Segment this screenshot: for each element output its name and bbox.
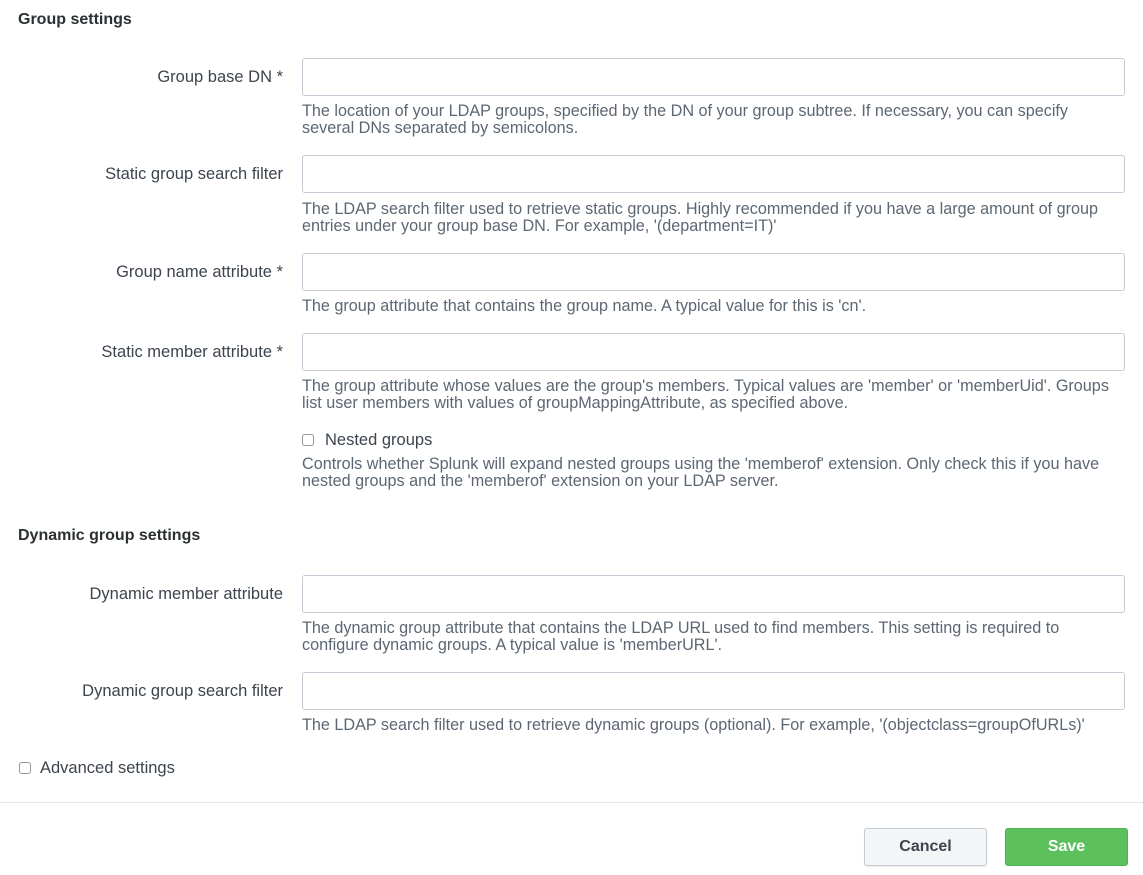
nested-groups-checkbox[interactable] (302, 434, 314, 446)
group-base-dn-input[interactable] (302, 58, 1125, 96)
group-base-dn-help: The location of your LDAP groups, specified by the DN of your group subtree. If necessary, you can specify several DNs separated by semicolons. (302, 102, 1069, 137)
group-name-attribute-help: The group attribute that contains the group name. A typical value for this is 'cn'. (302, 297, 867, 315)
save-button[interactable]: Save (1005, 828, 1128, 866)
static-member-attribute-label: Static member attribute * (101, 343, 283, 361)
static-member-attribute-input[interactable] (302, 333, 1125, 371)
cancel-button[interactable]: Cancel (864, 828, 987, 866)
advanced-settings-checkbox[interactable] (19, 762, 31, 774)
static-group-search-filter-help: The LDAP search filter used to retrieve static groups. Highly recommended if you have a large amount of group entries under your group base DN. For example, '(department=IT)' (302, 200, 1099, 235)
static-group-search-filter-input[interactable] (302, 155, 1125, 193)
dynamic-member-attribute-help: The dynamic group attribute that contains the LDAP URL used to find members. This setting is required to configure dynamic groups. A typical value is 'memberURL'. (302, 619, 1060, 654)
nested-groups-label: Nested groups (325, 431, 433, 449)
nested-groups-help: Controls whether Splunk will expand nested groups using the 'memberof' extension. Only check this if you have nested groups and the 'memberof' extension on your LDAP server. (302, 455, 1100, 490)
dynamic-group-search-filter-help: The LDAP search filter used to retrieve dynamic groups (optional). For example, '(objectclass=groupOfURLs)' (302, 716, 1085, 734)
dynamic-member-attribute-label: Dynamic member attribute (89, 585, 283, 603)
nested-groups-option[interactable] (302, 430, 432, 450)
static-member-attribute-help: The group attribute whose values are the group's members. Typical values are 'member' or 'memberUid'. Groups list user members with values of groupMappingAttribute, as specified above. (302, 377, 1109, 412)
advanced-settings-label: Advanced settings (40, 759, 175, 777)
group-settings-heading: Group settings (18, 11, 132, 28)
static-group-search-filter-label: Static group search filter (105, 165, 283, 183)
footer-divider (0, 802, 1143, 803)
dynamic-group-search-filter-label: Dynamic group search filter (82, 682, 283, 700)
advanced-settings-option[interactable] (19, 758, 175, 778)
dynamic-member-attribute-input[interactable] (302, 575, 1125, 613)
dynamic-group-search-filter-input[interactable] (302, 672, 1125, 710)
dynamic-group-settings-heading: Dynamic group settings (18, 527, 201, 544)
group-base-dn-label: Group base DN * (157, 68, 283, 86)
group-name-attribute-label: Group name attribute * (116, 263, 283, 281)
group-name-attribute-input[interactable] (302, 253, 1125, 291)
